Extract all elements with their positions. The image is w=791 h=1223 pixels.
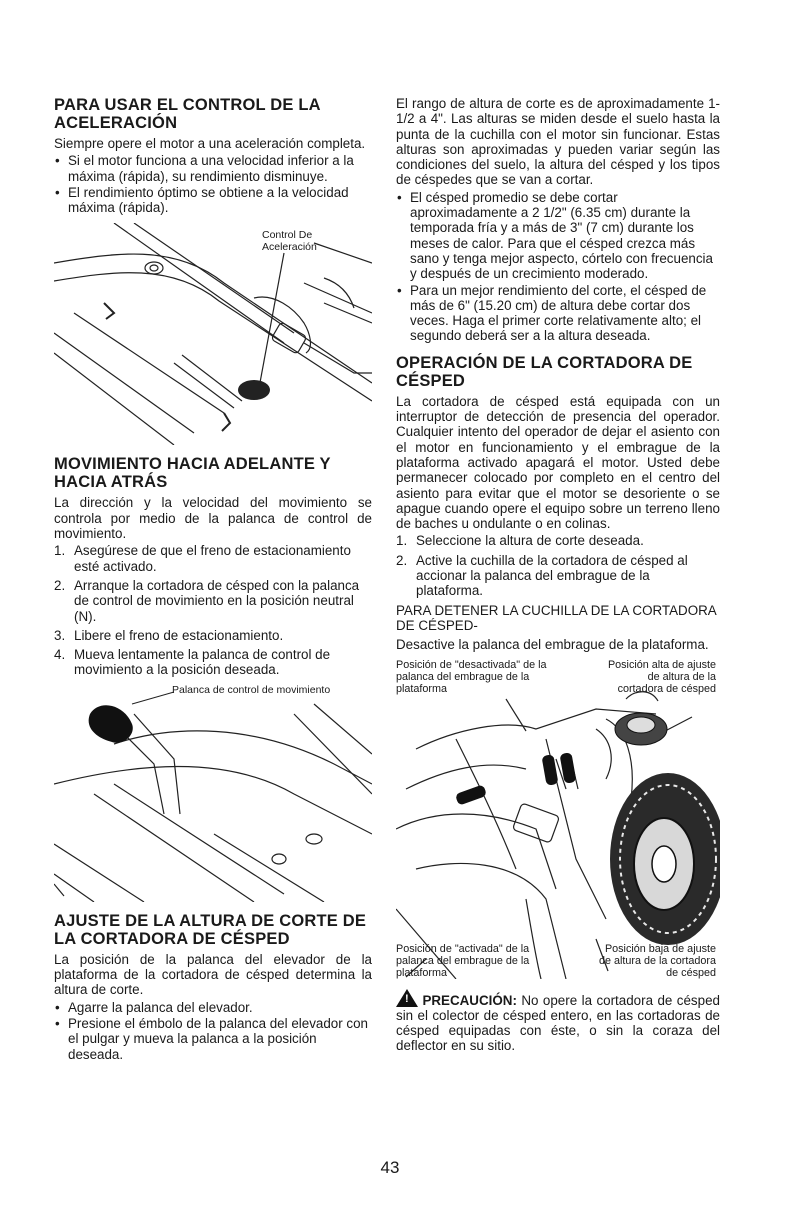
tire-icon <box>610 773 720 945</box>
operation-steps <box>396 533 720 598</box>
list-item: • Presione el émbolo de la palanca del elevador con el pulgar y mueva la palanca a la posición deseada. <box>54 1016 372 1062</box>
throttle-knob-icon <box>238 380 270 400</box>
motion-lever-illustration <box>54 684 372 902</box>
operation-section-title: OPERACIÓN DE LA CORTADORA DE CÉSPED <box>396 353 693 390</box>
motion-steps <box>54 543 372 677</box>
list-item: 1. Asegúrese de que el freno de estacionamiento esté activado. <box>54 543 351 574</box>
cut-height-section-title: AJUSTE DE LA ALTURA DE CORTE DE LA CORTADORA DE CÉSPED <box>54 911 367 948</box>
throttle-control-callout: Control De Aceleración <box>262 229 317 254</box>
motion-lever-knob-icon <box>89 705 133 743</box>
list-item: • Agarre la palanca del elevador. <box>54 1000 372 1015</box>
list-item: • El rendimiento óptimo se obtiene a la velocidad máxima (rápida). <box>54 185 372 216</box>
throttle-bullets <box>54 153 372 215</box>
motion-control-figure <box>54 684 372 902</box>
clutch-off-callout: Posición de "desactivada" de la palanca del embrague de la plataforma <box>396 658 547 695</box>
caution-text: No opere la cortadora de césped sin el colector de césped entero, en las cortadoras de césped equipadas con éste, o sin la coraza del deflector en su sitio. <box>396 992 720 1054</box>
throttle-control-figure <box>54 223 372 445</box>
height-high-callout: Posición alta de ajuste de altura de la cortadora de césped <box>607 658 716 695</box>
right-column <box>396 96 720 1054</box>
operation-intro: La cortadora de césped está equipada con un interruptor de detección de presencia del operador. Cualquier intento del operador de dejar el asiento con el motor en funcionamiento y el embrague de la plataforma activado apagará el motor. Usted debe permanecer colocado por completo en el centro del asiento para evitar que el motor se desoriente o se apague cuando opere el equipo sobre un terreno lleno de baches u ondulante o en colinas. <box>396 393 720 532</box>
caution-block <box>396 989 720 1054</box>
left-column <box>54 96 372 1063</box>
list-item: • Para un mejor rendimiento del corte, el césped de más de 6" (15.20 cm) de altura debe cortar dos veces. Haga el primer corte relativamente alto; el segundo deberá ser a la altura deseada. <box>396 283 720 344</box>
list-item: • Si el motor funciona a una velocidad inferior a la máxima (rápida), su rendimiento disminuye. <box>54 153 372 184</box>
motion-lever-callout: Palanca de control de movimiento <box>172 683 331 696</box>
list-item: 3. Libere el freno de estacionamiento. <box>54 627 284 643</box>
throttle-section-title: PARA USAR EL CONTROL DE LA ACELERACIÓN <box>54 96 321 132</box>
throttle-intro: Siempre opere el motor a una aceleración completa. <box>54 136 366 151</box>
cut-height-intro: La posición de la palanca del elevador de la plataforma de la cortadora de césped determina la altura de corte. <box>54 951 372 998</box>
list-item: 2. Arranque la cortadora de césped con la palanca de control de movimiento en la posición neutral (N). <box>54 577 360 624</box>
page-number: 43 <box>380 1158 400 1177</box>
cut-range-text: El rango de altura de corte es de aproximadamente 1-1/2 a 4". Las alturas se miden desde el suelo hasta la punta de la cuchilla con el motor sin funcionar. Estas alturas son aproximadas y pueden variar según las condiciones del suelo, la altura del césped y los tipos de céspedes que se van a cortar. <box>396 96 720 188</box>
list-item: 2. Active la cuchilla de la cortadora de césped al accionar la palanca del embrague de la plataforma. <box>396 552 688 599</box>
stop-blade-text: Desactive la palanca del embrague de la plataforma. <box>396 637 709 653</box>
motion-section-title: MOVIMIENTO HACIA ADELANTE Y HACIA ATRÁS <box>54 455 331 492</box>
cut-height-bullets <box>54 1000 372 1062</box>
mower-controls-illustration <box>396 659 720 979</box>
cut-range-bullets <box>396 190 720 344</box>
list-item: • El césped promedio se debe cortar aproximadamente a 2 1/2" (6.35 cm) durante la temporada fría y a más de 3" (7 cm) durante los meses de calor. Para que el césped crezca más sano y tenga mejor aspecto, córtelo con frecuencia y después de un crecimiento moderado. <box>396 190 720 282</box>
list-item: 1. Seleccione la altura de corte deseada. <box>396 533 644 549</box>
caution-title: PRECAUCIÓN: <box>422 992 517 1008</box>
stop-blade-heading: PARA DETENER LA CUCHILLA DE LA CORTADORA DE CÉSPED- <box>396 602 716 633</box>
clutch-on-callout: Posición de "activada" de la palanca del embrague de la plataforma <box>396 942 530 979</box>
list-item: 4. Mueva lentamente la palanca de control de movimiento a la posición deseada. <box>54 647 331 678</box>
height-low-callout: Posición baja de ajuste de altura de la cortadora de césped <box>598 942 716 979</box>
motion-intro: La dirección y la velocidad del movimiento se controla por medio de la palanca de control de movimiento. <box>54 495 372 542</box>
warning-triangle-icon: ! <box>396 989 418 1007</box>
clutch-height-figure <box>396 659 720 979</box>
throttle-illustration <box>54 223 372 445</box>
